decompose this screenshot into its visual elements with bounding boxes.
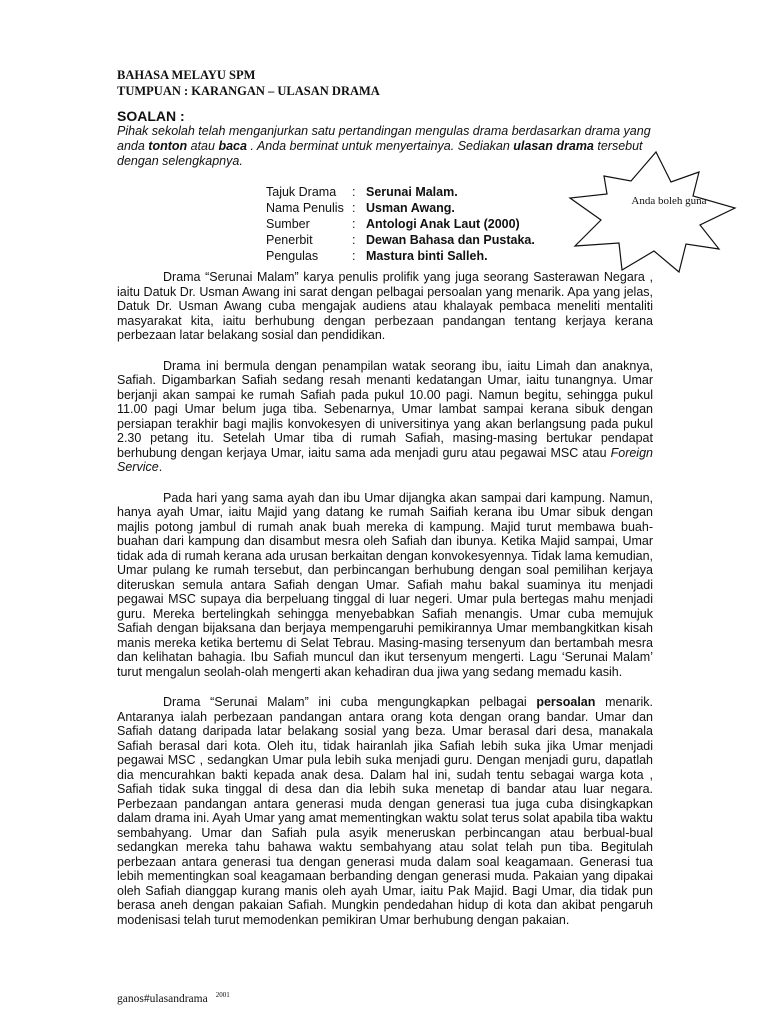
essay-paragraph-1: Drama “Serunai Malam” karya penulis prolifik yang juga seorang Sasterawan Negara , iaitu Datuk Dr. Usman Awang ini sarat dengan pelbagai persoalan yang menarik. Apa yang jelas, Datuk Dr. Usman Awang cuba mengajak audiens atau khalayak pembaca meneliti mentaliti masyarakat kita, iaitu berhubung dengan perbezaan pandangan tentang kerjaya kerana perbezaan latar belakang sosial dan pendidikan. (117, 270, 653, 342)
info-value: Mastura binti Salleh. (366, 249, 488, 263)
focus-heading: TUMPUAN : KARANGAN – ULASAN DRAMA (117, 84, 380, 98)
essay-paragraph-2: Drama ini bermula dengan penampilan watak seorang ibu, iaitu Limah dan anaknya, Safiah. Digambarkan Safiah sedang resah menanti kedatangan Umar, iaitu tunangnya. Umar berjanji akan sampai ke rumah Safiah pada pukul 10.00 pagi. Namun begitu, sehingga pukul 11.00 pagi Umar belum juga tiba. Sebenarnya, Umar lambat sampai kerana sibuk dengan persiapan terakhir bagi majlis konvokesyen di universitinya yang akan berlangsung pada pukul 2.30 petang itu. Setelah Umar tiba di rumah Safiah, masing-masing bertukar pendapat berhubung dengan kerjaya Umar, iaitu sama ada menjadi guru atau pegawai MSC atau Foreign Service. (117, 358, 653, 474)
info-label: Nama Penulis (266, 201, 344, 215)
subject-heading: BAHASA MELAYU SPM (117, 68, 256, 82)
info-value: Usman Awang. (366, 201, 455, 215)
footer-year: 2001 (215, 991, 230, 999)
info-value: Dewan Bahasa dan Pustaka. (366, 233, 535, 247)
starburst-note: Anda boleh guna (631, 195, 707, 207)
info-label: Tajuk Drama (266, 185, 337, 199)
info-colon: : (352, 185, 356, 199)
essay-paragraph-4: Drama “Serunai Malam” ini cuba mengungkapkan pelbagai persoalan menarik. Antaranya ialah perbezaan pandangan antara orang kota dengan orang bandar. Umar dan Safiah datang daripada latar belakang sosial yang beza. Umar berasal dari desa, manakala Safiah berasal dari kota. Oleh itu, tidak hairanlah jika Safiah lebih suka jika Umar menjadi pegawai MSC , sedangkan Umar pula lebih suka menjadi guru. Dengan menjadi guru, dapatlah dia mencurahkan bakti kepada anak desa. Dalam hal ini, sudah tentu sebagai warga kota , Safiah tidak suka tinggal di desa dan dia lebih suka menetap di bandar atau luar negara. Perbezaan pandangan antara generasi muda dengan generasi tua juga cuba disingkapkan dalam drama ini. Ayah Umar yang amat mementingkan waktu solat terus solat apabila tiba waktu sembahyang. Umar dan Safiah pula asyik meneruskan perbincangan atau berbual-bual sedangkan mereka tahu bahawa waktu sembahyang atau solat telah pun tiba. Begitulah perbezaan antara generasi tua dengan generasi muda dalam soal keagamaan. Generasi tua lebih mementingkan soal keagamaan berbanding dengan generasi muda. Pakaian yang dipakai oleh Safiah dianggap kurang manis oleh ayah Umar, iaitu Pak Majid. Bagi Umar, dia tidak pun berasa aneh dengan pakaian Safiah. Mungkin pendedahan hidup di kota dan akibat pengaruh modenisasi telah turut memodenkan pemikiran Umar berhubung dengan pakaian. (117, 695, 653, 927)
footer-filename: ganos#ulasandrama (117, 992, 208, 1005)
info-colon: : (352, 217, 356, 231)
info-label: Sumber (266, 217, 310, 231)
question-prompt: Pihak sekolah telah menganjurkan satu pertandingan mengulas drama berdasarkan drama yang anda tonton atau baca . Anda berminat untuk menyertainya. Sediakan ulasan drama tersebut dengan selengkapnya. (117, 124, 651, 168)
info-value: Serunai Malam. (366, 185, 458, 199)
info-colon: : (352, 233, 356, 247)
essay-body (117, 270, 653, 943)
info-colon: : (352, 249, 356, 263)
info-value: Antologi Anak Laut (2000) (366, 217, 520, 231)
info-colon: : (352, 201, 356, 215)
question-heading: SOALAN : (117, 108, 185, 124)
essay-paragraph-3: Pada hari yang sama ayah dan ibu Umar dijangka akan sampai dari kampung. Namun, hanya ayah Umar, iaitu Majid yang datang ke rumah Saifiah kerana ibu Umar sibuk dengan majlis potong jambul di rumah anak buah mereka di kampung. Majid turut membawa buah-buahan dari kampung dan disambut mesra oleh Safiah dan ibunya. Ketika Majid sampai, Umar tidak ada di rumah kerana ada urusan berkaitan dengan konvokesyennya. Tidak lama kemudian, Umar pulang ke rumah tersebut, dan perbincangan berhubung dengan soal pemilihan kerjaya diteruskan semula antara Safiah dengan Umar. Safiah mahu bakal suaminya itu menjadi pegawai MSC supaya dia berpeluang tinggal di luar negeri. Umar pula bertegas mahu menjadi guru. Mereka bertelingkah sehingga menyebabkan Safiah menangis. Umar cuba memujuk Safiah dengan bijaksana dan berjaya mempengaruhi pemikirannya Umar membangkitkan kisah manis mereka ketika bertemu di Selat Tebrau. Masing-masing tersenyum dan bertambah mesra dan kelihatan bahagia. Ibu Safiah muncul dan ikut tersenyum mengerti. Lagu ‘Serunai Malam’ turut mengalun seolah-olah mengerti akan kehadiran dua jiwa yang sedang memadu kasih. (117, 490, 653, 679)
info-label: Penerbit (266, 233, 313, 247)
info-label: Pengulas (266, 249, 319, 263)
starburst-callout-shape (567, 148, 739, 278)
page-footer (117, 991, 230, 1005)
